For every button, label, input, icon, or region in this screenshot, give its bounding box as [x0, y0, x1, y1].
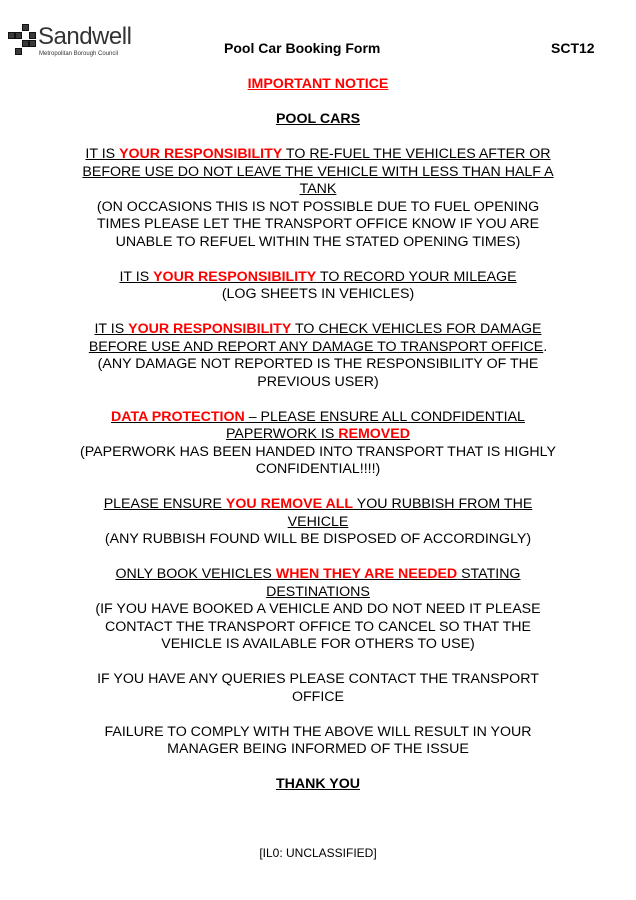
- classification-footer: [IL0: UNCLASSIFIED]: [259, 846, 377, 860]
- emphasis-text: WHEN THEY ARE NEEDED: [275, 566, 458, 582]
- form-title: Pool Car Booking Form: [224, 40, 381, 56]
- section-text: IT IS: [85, 146, 120, 162]
- emphasis-text: DATA PROTECTION: [111, 408, 245, 425]
- section-note: (IF YOU HAVE BOOKED A VEHICLE AND DO NOT NEED IT PLEASE CONTACT THE TRANSPORT OFFICE TO CANCEL SO THAT THE VEHICLE IS AVAILABLE FOR OTHERS TO USE): [95, 601, 541, 652]
- data-protection-section: [80, 409, 556, 479]
- notice-content: [80, 76, 556, 811]
- logo-squares-icon: [8, 24, 36, 56]
- damage-section: [80, 321, 556, 391]
- section-text: PLEASE ENSURE: [103, 496, 226, 512]
- section-note: (ON OCCASIONS THIS IS NOT POSSIBLE DUE TO FUEL OPENING TIMES PLEASE LET THE TRANSPORT OFFICE KNOW IF YOU ARE UNABLE TO REFUEL WITHIN THE STATED OPENING TIMES): [96, 198, 540, 250]
- form-code: SCT12: [551, 40, 595, 56]
- section-text: IT IS: [119, 268, 154, 285]
- emphasis-text: YOUR RESPONSIBILITY: [153, 268, 317, 285]
- emphasis-text: REMOVED: [338, 426, 410, 442]
- emphasis-text: YOUR RESPONSIBILITY: [128, 321, 292, 337]
- notice-heading: IMPORTANT NOTICE: [247, 76, 389, 92]
- mileage-section: [80, 269, 556, 304]
- queries-text: IF YOU HAVE ANY QUERIES PLEASE CONTACT THE TRANSPORT OFFICE: [97, 671, 539, 705]
- notice-subheading: POOL CARS: [275, 111, 361, 127]
- section-text: TO RE-FUEL THE VEHICLES AFTER OR BEFORE USE DO NOT LEAVE THE VEHICLE WITH LESS THAN HALF A TANK: [82, 146, 554, 197]
- section-text: IT IS: [94, 321, 129, 337]
- section-text: TO CHECK VEHICLES FOR DAMAGE BEFORE USE AND REPORT ANY DAMAGE TO TRANSPORT OFFICE: [88, 321, 544, 355]
- booking-section: [80, 566, 556, 654]
- refuel-section: [80, 146, 556, 251]
- section-text: – PLEASE ENSURE ALL CONDFIDENTIAL PAPERWORK IS: [226, 408, 525, 442]
- section-text: YOU RUBBISH FROM THE VEHICLE: [287, 496, 533, 530]
- section-note: (LOG SHEETS IN VEHICLES): [221, 286, 415, 302]
- logo-name: Sandwell: [38, 23, 132, 50]
- thank-you-text: THANK YOU: [275, 776, 361, 792]
- emphasis-text: YOU REMOVE ALL: [225, 496, 354, 512]
- sandwell-logo: [8, 24, 148, 60]
- section-text: STATING DESTINATIONS: [266, 566, 521, 600]
- rubbish-section: [80, 496, 556, 549]
- section-text: ONLY BOOK VEHICLES: [115, 566, 276, 582]
- failure-text: FAILURE TO COMPLY WITH THE ABOVE WILL RESULT IN YOUR MANAGER BEING INFORMED OF THE ISSUE: [104, 723, 532, 757]
- section-text: TO RECORD YOUR MILEAGE: [316, 268, 517, 285]
- section-text-tail: .: [543, 338, 548, 355]
- logo-subtitle: Metropolitan Borough Council: [39, 51, 119, 57]
- section-note: (PAPERWORK HAS BEEN HANDED INTO TRANSPORT THAT IS HIGHLY CONFIDENTIAL!!!!): [80, 443, 556, 477]
- section-note: (ANY RUBBISH FOUND WILL BE DISPOSED OF ACCORDINGLY): [104, 531, 532, 547]
- emphasis-text: YOUR RESPONSIBILITY: [119, 146, 283, 162]
- section-note: (ANY DAMAGE NOT REPORTED IS THE RESPONSIBILITY OF THE PREVIOUS USER): [97, 356, 539, 390]
